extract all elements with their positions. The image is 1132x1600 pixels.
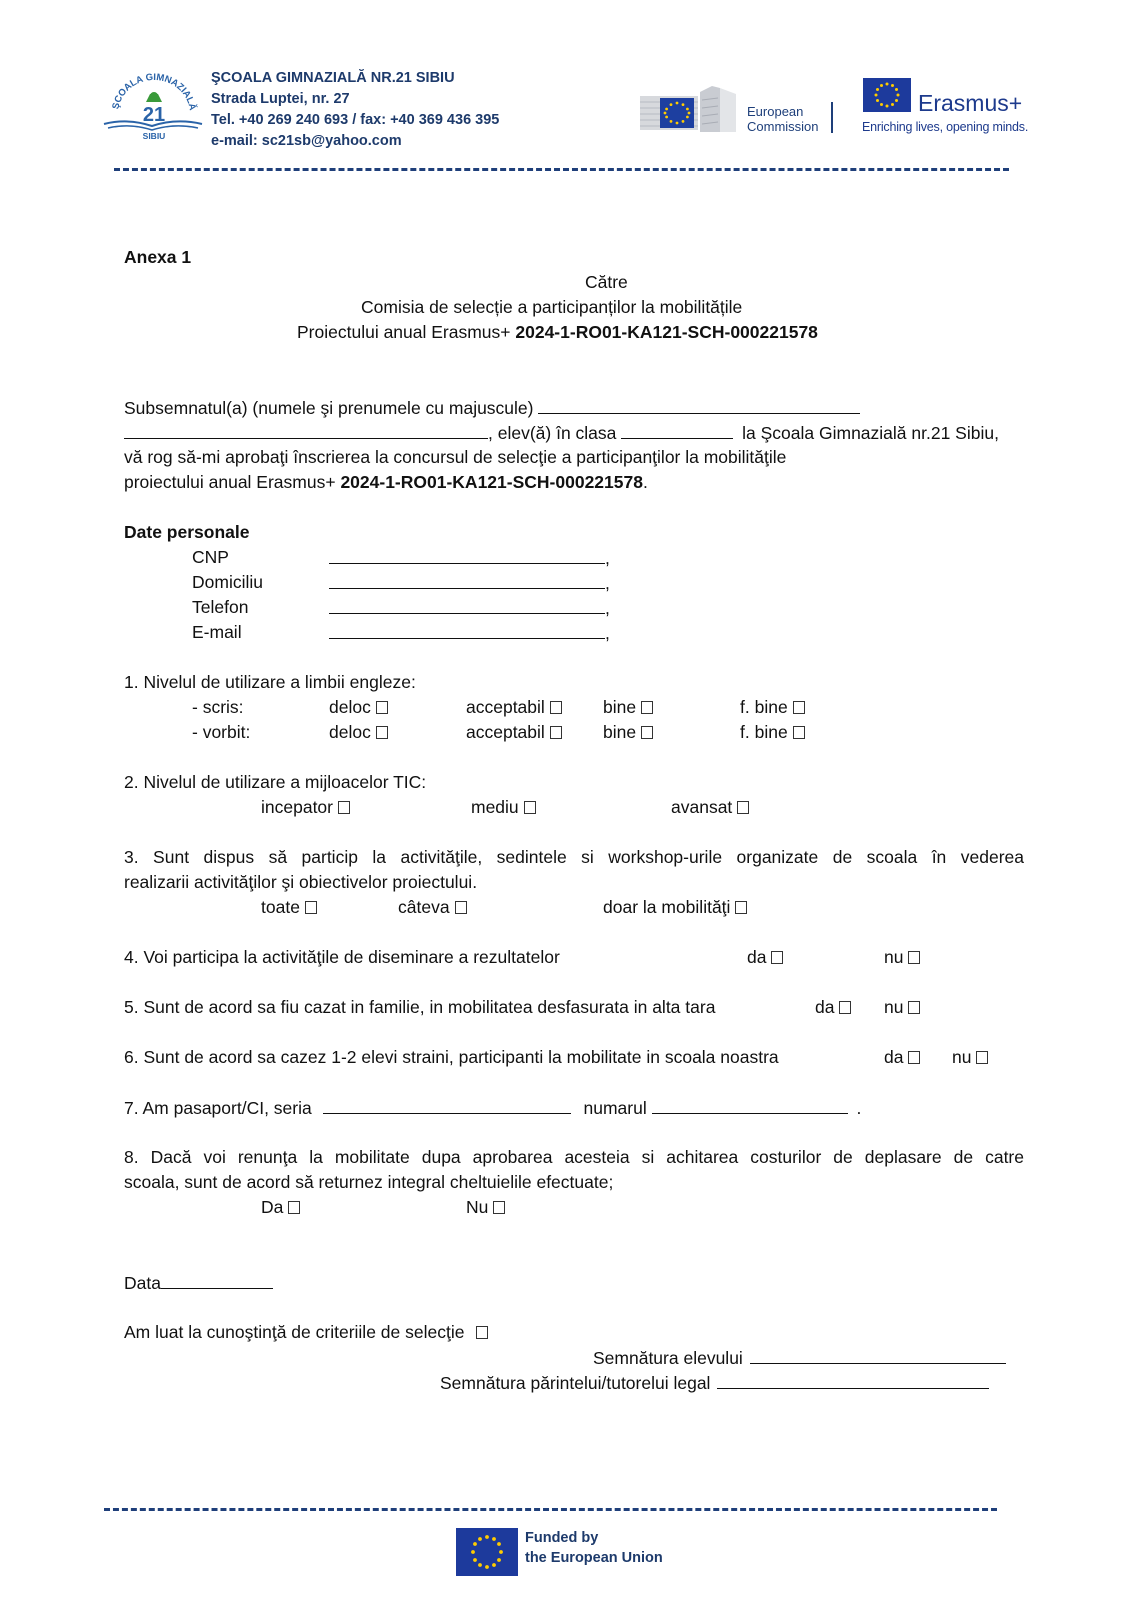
q1-spoken-bine-checkbox[interactable] (641, 726, 653, 739)
question-5: 5. Sunt de acord sa fiu cazat in familie, in mobilitatea desfasurata in alta tara (124, 997, 716, 1017)
q1-spoken-bine: bine (603, 722, 653, 742)
q1-written-acceptabil-checkbox[interactable] (550, 701, 562, 714)
school-logo-icon (102, 66, 204, 142)
q5-no: nu (884, 997, 920, 1017)
q1-written-fbine: f. bine (740, 697, 805, 717)
telefon-field[interactable] (329, 597, 605, 614)
question-8-line-1: 8. Dacă voi renunţa la mobilitate dupa aprobarea acesteia si achitarea costurilor de deplasare de catre (124, 1147, 1024, 1167)
q2-medium: mediu (471, 797, 536, 817)
q8-no: Nu (466, 1197, 505, 1217)
addressee-line-1: Către (585, 272, 628, 292)
parent-signature-field[interactable] (717, 1372, 989, 1389)
question-6: 6. Sunt de acord sa cazez 1-2 elevi straini, participanti la mobilitate in scoala noastra (124, 1047, 779, 1067)
request-line-3: vă rog să-mi aprobaţi înscrierea la concursul de selecţie a participanţilor la mobilităţile (124, 447, 787, 467)
school-email: e-mail: sc21sb@yahoo.com (211, 133, 402, 149)
project-code-2: 2024-1-RO01-KA121-SCH-000221578 (340, 472, 643, 492)
q2-medium-checkbox[interactable] (524, 801, 536, 814)
passport-series-field[interactable] (323, 1097, 571, 1114)
q3-mobility-only-checkbox[interactable] (735, 901, 747, 914)
school-contact-block (211, 68, 499, 152)
label-telefon: Telefon (192, 597, 249, 617)
q2-advanced: avansat (671, 797, 749, 817)
q2-beginner: incepator (261, 797, 350, 817)
q1-spoken-fbine: f. bine (740, 722, 805, 742)
question-7: 7. Am pasaport/CI, seria numarul . (124, 1098, 862, 1118)
acknowledgement-checkbox[interactable] (476, 1326, 488, 1339)
header-divider (114, 168, 1009, 171)
project-code: 2024-1-RO01-KA121-SCH-000221578 (515, 322, 818, 342)
logo-bottom-text: SIBIU (142, 131, 166, 141)
european-commission-logo (640, 82, 740, 134)
q3-some: câteva (398, 897, 467, 917)
question-3-line-2: realizarii activităţilor şi obiectivelor proiectului. (124, 872, 478, 892)
school-phone: Tel. +40 269 240 693 / fax: +40 369 436 395 (211, 112, 500, 128)
q6-no-checkbox[interactable] (976, 1051, 988, 1064)
erasmus-tagline: Enriching lives, opening minds. (862, 120, 1029, 134)
q1-written-bine: bine (603, 697, 653, 717)
domiciliu-row: , (329, 572, 610, 593)
question-1: 1. Nivelul de utilizare a limbii engleze: (124, 672, 416, 692)
passport-number-field[interactable] (652, 1097, 848, 1114)
request-text-4: proiectului anual Erasmus+ (124, 472, 341, 492)
ec-line-1: European (747, 104, 804, 119)
cnp-row: , (329, 547, 610, 568)
request-line-2 (124, 422, 999, 443)
domiciliu-field[interactable] (329, 572, 605, 589)
funded-line-1: Funded by (525, 1530, 599, 1546)
full-name-field-continued[interactable] (124, 422, 488, 439)
q8-yes: Da (261, 1197, 300, 1217)
q4-yes: da (747, 947, 783, 967)
q1-spoken-acceptabil-checkbox[interactable] (550, 726, 562, 739)
date-field[interactable] (161, 1272, 273, 1289)
request-text-1: Subsemnatul(a) (numele şi prenumele cu majuscule) (124, 398, 534, 418)
q1-written-acceptabil: acceptabil (466, 697, 562, 717)
label-email: E-mail (192, 622, 242, 642)
q6-yes-checkbox[interactable] (908, 1051, 920, 1064)
request-text-2b: la Şcoala Gimnazială nr.21 Sibiu, (742, 423, 999, 443)
q3-some-checkbox[interactable] (455, 901, 467, 914)
student-signature-field[interactable] (750, 1347, 1006, 1364)
addressee-project-prefix: Proiectului anual Erasmus+ (297, 322, 516, 342)
q1-written-deloc: deloc (329, 697, 388, 717)
question-2: 2. Nivelul de utilizare a mijloacelor TIC: (124, 772, 427, 792)
q1-written-bine-checkbox[interactable] (641, 701, 653, 714)
q7-series-label: 7. Am pasaport/CI, seria (124, 1098, 312, 1118)
full-name-field[interactable] (538, 397, 860, 414)
q1-row-spoken-label: - vorbit: (192, 722, 251, 742)
ec-line-2: Commission (747, 119, 819, 134)
annex-label: Anexa 1 (124, 247, 192, 267)
question-4: 4. Voi participa la activităţile de diseminare a rezultatelor (124, 947, 560, 967)
request-line-4 (124, 472, 648, 492)
q8-yes-checkbox[interactable] (288, 1201, 300, 1214)
q1-spoken-deloc-checkbox[interactable] (376, 726, 388, 739)
parent-signature-label: Semnătura părintelui/tutorelui legal (440, 1373, 711, 1393)
q3-all-checkbox[interactable] (305, 901, 317, 914)
q1-spoken-acceptabil: acceptabil (466, 722, 562, 742)
erasmus-wordmark: Erasmus+ (918, 90, 1023, 116)
footer-divider (104, 1508, 997, 1511)
q6-no: nu (952, 1047, 988, 1067)
school-address: Strada Luptei, nr. 27 (211, 91, 350, 107)
eu-flag-icon (863, 78, 911, 112)
q5-yes: da (815, 997, 851, 1017)
q4-no-checkbox[interactable] (908, 951, 920, 964)
date-label: Data (124, 1273, 161, 1293)
addressee-line-3 (297, 322, 818, 342)
school-name: ŞCOALA GIMNAZIALĂ NR.21 SIBIU (211, 70, 455, 86)
parent-signature-row (440, 1372, 989, 1393)
ec-text-block (747, 104, 819, 134)
email-row: , (329, 622, 610, 643)
funded-by-eu-text (525, 1528, 663, 1568)
acknowledgement-text: Am luat la cunoştinţă de criteriile de selecţie (124, 1322, 465, 1342)
eu-flag-icon (456, 1528, 518, 1576)
q5-no-checkbox[interactable] (908, 1001, 920, 1014)
q4-yes-checkbox[interactable] (771, 951, 783, 964)
student-signature-row (593, 1347, 1006, 1368)
erasmus-eu-flag (863, 78, 911, 112)
question-8-line-2: scoala, sunt de acord să returnez integral cheltuielile efectuate; (124, 1172, 614, 1192)
ec-building-icon (640, 82, 740, 134)
logo-number: 21 (142, 104, 166, 126)
eu-footer-flag (456, 1528, 518, 1576)
q2-advanced-checkbox[interactable] (737, 801, 749, 814)
label-domiciliu: Domiciliu (192, 572, 263, 592)
q1-spoken-deloc: deloc (329, 722, 388, 742)
q1-row-written-label: - scris: (192, 697, 244, 717)
q2-beginner-checkbox[interactable] (338, 801, 350, 814)
label-cnp: CNP (192, 547, 229, 567)
ec-divider (831, 102, 833, 133)
q7-number-label: numarul (583, 1098, 647, 1118)
question-3-line-1: 3. Sunt dispus să particip la activităţile, sedintele si workshop-urile organizate de scoala în vederea (124, 847, 1024, 867)
q1-spoken-fbine-checkbox[interactable] (793, 726, 805, 739)
request-end: . (642, 472, 648, 492)
email-field[interactable] (329, 622, 605, 639)
q1-written-deloc-checkbox[interactable] (376, 701, 388, 714)
date-row (124, 1272, 273, 1293)
telefon-row: , (329, 597, 610, 618)
q3-mobility-only: doar la mobilităţi (603, 897, 747, 917)
logo-ring-text: ŞCOALA GIMNAZIALĂ (110, 71, 198, 112)
q3-all: toate (261, 897, 317, 917)
school-logo (102, 66, 204, 142)
q8-no-checkbox[interactable] (493, 1201, 505, 1214)
cnp-field[interactable] (329, 547, 605, 564)
q4-no: nu (884, 947, 920, 967)
q6-yes: da (884, 1047, 920, 1067)
student-signature-label: Semnătura elevului (593, 1348, 743, 1368)
request-line-1 (124, 397, 860, 418)
personal-data-title: Date personale (124, 522, 250, 542)
q1-written-fbine-checkbox[interactable] (793, 701, 805, 714)
acknowledgement (124, 1322, 488, 1342)
q5-yes-checkbox[interactable] (839, 1001, 851, 1014)
request-text-2a: , elev(ă) în clasa (488, 423, 617, 443)
class-field[interactable] (621, 422, 733, 439)
addressee-line-2: Comisia de selecție a participanților la mobilitățile (361, 297, 743, 317)
funded-line-2: the European Union (525, 1550, 663, 1566)
